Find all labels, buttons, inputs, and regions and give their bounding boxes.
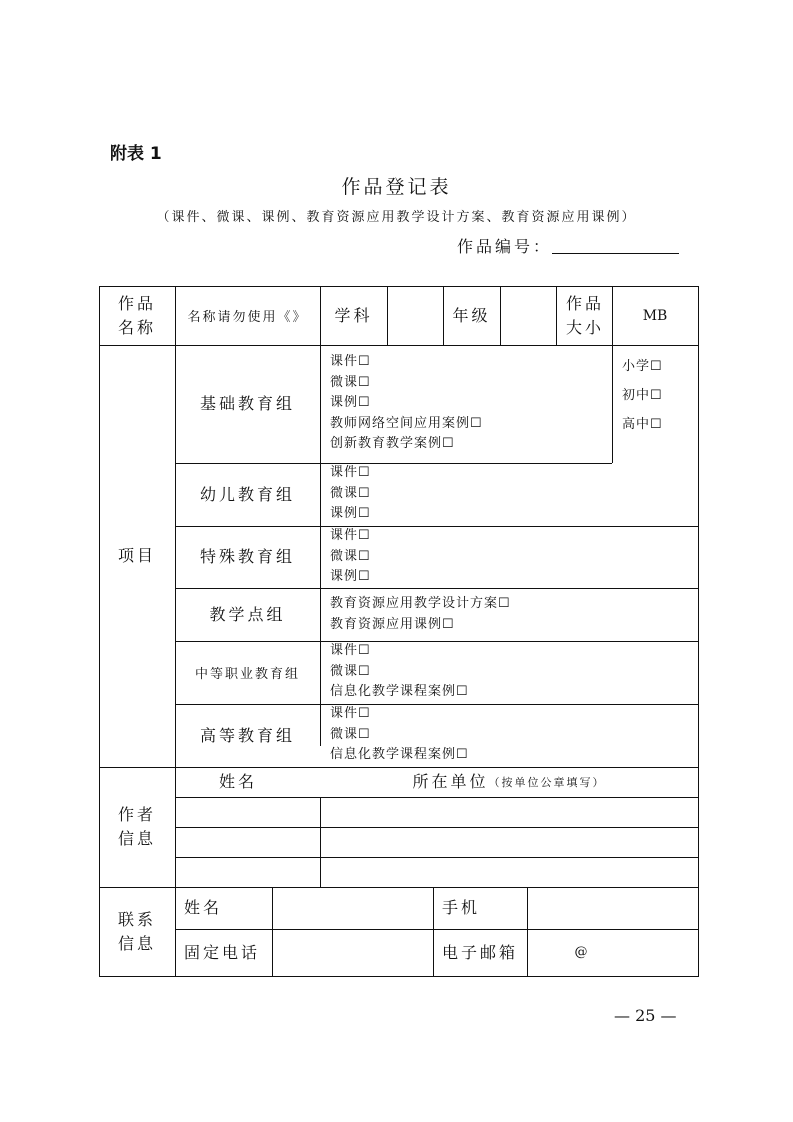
subject-field[interactable]: [387, 286, 443, 345]
option-checkbox[interactable]: 课例☐: [330, 569, 371, 584]
grade-field[interactable]: [500, 286, 556, 345]
email-field[interactable]: @: [574, 945, 588, 960]
school-level-checkbox[interactable]: 小学☐: [622, 359, 663, 374]
work-number-label: 作品编号：: [457, 237, 553, 256]
option-checkbox[interactable]: 教育资源应用课例☐: [330, 616, 455, 632]
email-label: 电子邮箱: [442, 942, 519, 962]
option-checkbox[interactable]: 微课☐: [330, 663, 371, 679]
author-name-field[interactable]: [176, 798, 319, 826]
group-name: 高等教育组: [199, 725, 295, 745]
table-line: [99, 976, 699, 977]
group-name: 教学点组: [209, 604, 286, 624]
table-line: [556, 286, 557, 345]
unit-header-text: 所在单位: [412, 772, 489, 791]
group-name: 基础教育组: [199, 394, 295, 413]
group-name: 特殊教育组: [199, 547, 295, 566]
group-options: [330, 704, 469, 766]
group-options: [330, 463, 371, 525]
table-line: [320, 286, 321, 746]
project-label: 项目: [117, 546, 156, 565]
option-checkbox[interactable]: 课件☐: [330, 354, 371, 369]
form-title: 作品登记表: [341, 176, 452, 198]
landline-field[interactable]: [273, 930, 432, 975]
work-name-field[interactable]: 名称请勿使用《》: [187, 310, 308, 325]
subject-label: 学科: [334, 305, 373, 325]
option-checkbox[interactable]: 课件☐: [330, 643, 371, 658]
group-name: 幼儿教育组: [199, 484, 295, 504]
group-options: [330, 641, 469, 703]
option-checkbox[interactable]: 课件☐: [330, 706, 371, 721]
contact-name-label: 姓名: [184, 898, 223, 917]
author-unit-field[interactable]: [321, 858, 697, 886]
option-checkbox[interactable]: 微课☐: [330, 485, 371, 501]
option-checkbox[interactable]: 课件☐: [330, 528, 371, 543]
group-name: 中等职业教育组: [194, 667, 300, 682]
mobile-label: 手机: [442, 898, 481, 917]
author-name-field[interactable]: [176, 858, 319, 886]
contact-name-field[interactable]: [273, 888, 432, 928]
option-checkbox[interactable]: 课例☐: [330, 395, 371, 410]
author-unit-header: [320, 767, 698, 797]
option-checkbox[interactable]: 信息化教学课程案例☐: [330, 747, 469, 762]
contact-info-label: 联系信息: [117, 909, 156, 953]
option-checkbox[interactable]: 信息化教学课程案例☐: [330, 684, 469, 699]
group-options: [330, 526, 371, 588]
option-checkbox[interactable]: 创新教育教学案例☐: [330, 436, 455, 451]
author-info-label: 作者信息: [117, 805, 156, 848]
group-options: [330, 594, 511, 635]
work-number-field[interactable]: [552, 253, 679, 254]
author-name-field[interactable]: [176, 828, 319, 856]
grade-label: 年级: [452, 305, 491, 325]
size-label: 作品大小: [565, 293, 604, 337]
option-checkbox[interactable]: 微课☐: [330, 726, 371, 742]
option-checkbox[interactable]: 课件☐: [330, 465, 371, 480]
work-name-label: 作品名称: [117, 293, 156, 337]
group-options: [330, 352, 483, 455]
option-checkbox[interactable]: 教育资源应用教学设计方案☐: [330, 596, 511, 611]
table-line: [698, 286, 699, 976]
unit-header-note: （按单位公章填写）: [488, 776, 606, 789]
school-level-checkbox[interactable]: 高中☐: [622, 417, 663, 432]
author-name-header: 姓名: [218, 772, 257, 791]
author-unit-field[interactable]: [321, 798, 697, 826]
appendix-label: 附表 1: [110, 144, 162, 164]
landline-label: 固定电话: [184, 942, 261, 962]
option-checkbox[interactable]: 微课☐: [330, 374, 371, 390]
page-number: — 25 —: [614, 1006, 677, 1025]
size-unit[interactable]: MB: [642, 307, 668, 324]
mobile-field[interactable]: [528, 888, 697, 928]
author-unit-field[interactable]: [321, 828, 697, 856]
option-checkbox[interactable]: 课例☐: [330, 506, 371, 521]
school-level-options: [622, 352, 663, 439]
form-subtitle: （课件、微课、课例、教育资源应用教学设计方案、教育资源应用课例）: [156, 210, 637, 225]
option-checkbox[interactable]: 教师网络空间应用案例☐: [330, 415, 483, 431]
school-level-checkbox[interactable]: 初中☐: [622, 388, 663, 403]
option-checkbox[interactable]: 微课☐: [330, 548, 371, 564]
